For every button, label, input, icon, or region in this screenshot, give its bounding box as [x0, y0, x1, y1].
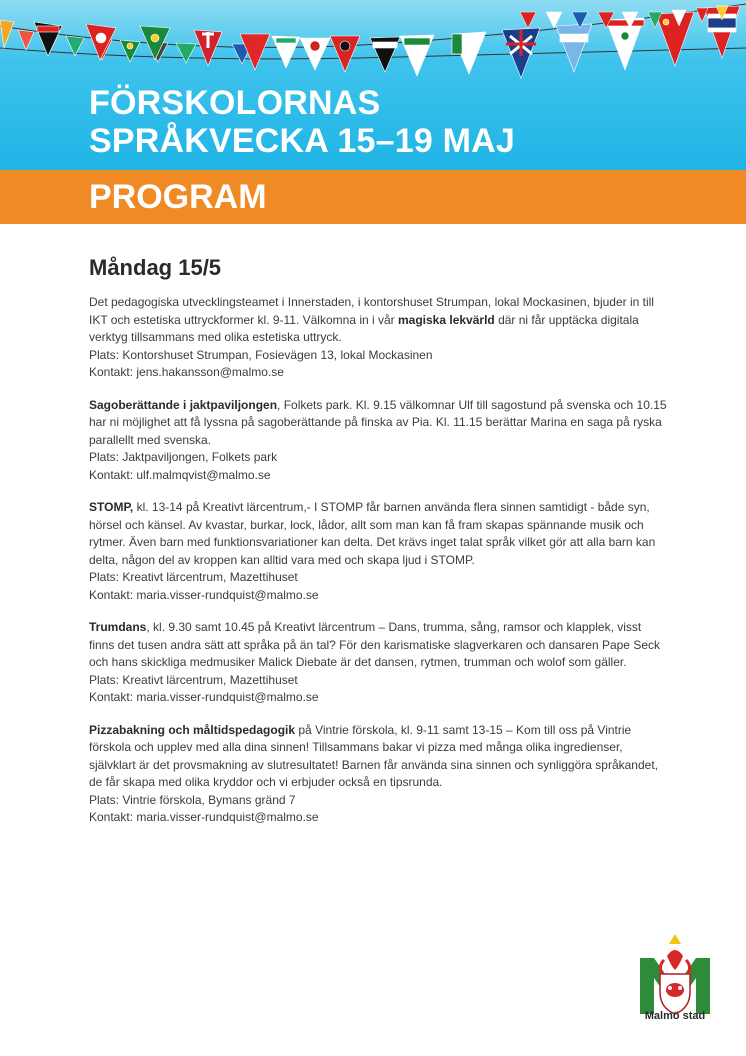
event-title: Pizzabakning och måltidspedagogik — [89, 722, 296, 737]
event-kontakt: Kontakt: maria.visser-rundquist@malmo.se — [89, 587, 319, 602]
event-kontakt: Kontakt: maria.visser-rundquist@malmo.se — [89, 690, 319, 704]
program-heading: PROGRAM — [89, 178, 267, 216]
intro-text — [89, 294, 669, 347]
event-text: , kl. 9.30 samt 10.45 på Kreativt lärcentrum – Dans, trumma, sång, ramsor och klapplek, visst finns det tusen andra sätt att språka på än tal? För den karismatiske slagverkaren och dansaren Pape Seck och hans skickliga medmusiker Malick Diebate är det dansen, rytmen, trumman och wolof som gäller. — [89, 620, 660, 669]
title-line-2: SPRÅKVECKA 15–19 MAJ — [89, 122, 515, 160]
intro-kontakt: Kontakt: jens.hakansson@malmo.se — [89, 365, 284, 379]
program-content — [89, 254, 669, 842]
event-description — [89, 499, 669, 569]
event-plats: Plats: Kreativt lärcentrum, Mazettihuset — [89, 570, 298, 584]
event-plats: Plats: Kreativt lärcentrum, Mazettihuset — [89, 672, 298, 687]
page-title — [89, 84, 515, 160]
event-description — [89, 722, 669, 792]
event-kontakt: Kontakt: maria.visser-rundquist@malmo.se — [89, 810, 319, 824]
event-kontakt: Kontakt: ulf.malmqvist@malmo.se — [89, 467, 271, 482]
event-text: , Folkets park. Kl. 9.15 välkomnar Ulf till sagostund på svenska och 10.15 har ni möjlighet att få lyssna på sagoberättande på finska av Pia. Kl. 11.15 berättar Marina en saga på ryska parallellt med svenska. — [89, 397, 667, 447]
intro-plats: Plats: Kontorshuset Strumpan, Fosievägen 13, lokal Mockasinen — [89, 347, 433, 362]
event-section — [89, 397, 669, 485]
event-text: på Vintrie förskola, kl. 9-11 samt 13-15 – Kom till oss på Vintrie förskola och upplev med alla dina sinnen! Tillsammans bakar vi pizza med många olika ingredienser, självklart är det provsmakning av slutresultatet! Barnen får använda sina sinnen och synliggöra språkandet, de får skapa med olika kryddor och vi erbjuder också en tipsrunda. — [89, 722, 658, 789]
event-section — [89, 499, 669, 604]
event-section — [89, 722, 669, 827]
intro-bold: magiska lekvärld — [398, 312, 495, 327]
day-heading: Måndag 15/5 — [89, 255, 222, 280]
event-text: kl. 13-14 på Kreativt lärcentrum,- I STOMP får barnen använda flera sinnen samtidigt - både syn, hörsel och känsel. Av kvastar, burkar, lock, lådor, allt som man kan få fram skapas spännande musik och rytmer. Även barn med funktionsvariationer kan delta. Det krävs inget talat språk vilket gör att alla barn kan delta, någon del av kroppen kan alltid vara med och skapa ljud i STOMP. — [89, 500, 656, 567]
event-title: STOMP, — [89, 500, 134, 514]
event-title: Sagoberättande i jaktpaviljongen — [89, 397, 278, 412]
event-description — [89, 397, 669, 450]
event-description — [89, 619, 669, 672]
event-title: Trumdans — [89, 620, 147, 634]
event-plats: Plats: Vintrie förskola, Bymans gränd 7 — [89, 792, 296, 807]
event-section — [89, 619, 669, 707]
intro-text-before: Det pedagogiska utvecklingsteamet i Innerstaden, i kontorshuset Strumpan, lokal Mockasinen, bjuder in till IKT och estetiska uttryckformer kl. 9-11. Välkomna in i vår — [89, 295, 654, 327]
intro-section — [89, 294, 669, 382]
event-plats: Plats: Jaktpaviljongen, Folkets park — [89, 450, 278, 464]
intro-text-after: där ni får upptäcka digitala verktyg tillsammans med olika estetiska uttryck. — [89, 312, 639, 344]
header-banner — [0, 0, 746, 170]
logo-text: Malmö stad — [644, 1010, 706, 1022]
title-line-1: FÖRSKOLORNAS — [89, 84, 381, 122]
flag-bunting-icon — [0, 0, 746, 90]
